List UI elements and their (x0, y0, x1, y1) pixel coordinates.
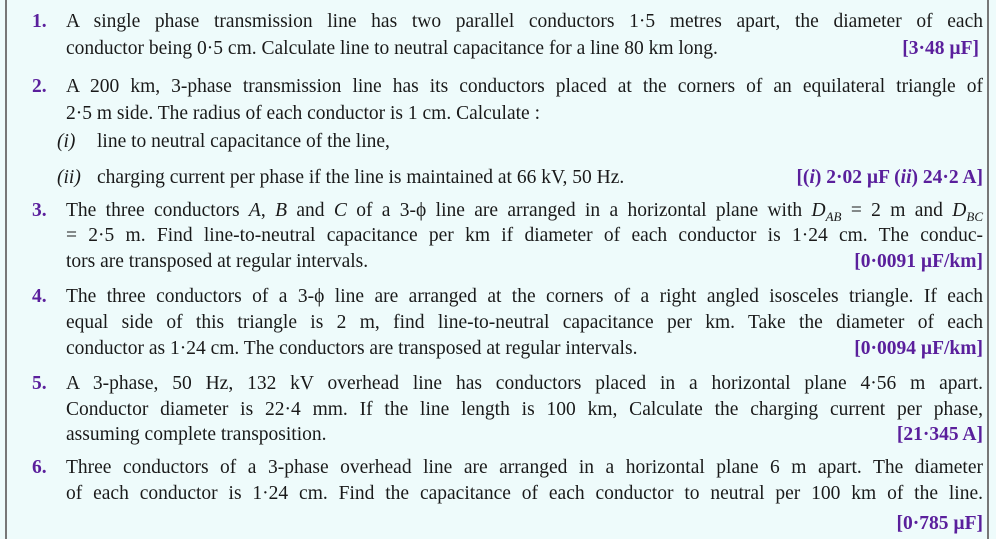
problem-text: Conductor diameter is 22·4 mm. If the line length is 100 km, Calculate the charging current per phase, (66, 399, 983, 420)
answer: [0·785 µF] (896, 513, 983, 534)
answer: [0·0094 µF/km] (854, 338, 983, 359)
problem-line (66, 37, 983, 61)
problem-text: 2·5 m side. The radius of each conductor is 1 cm. Calculate : (66, 103, 540, 124)
answer: [(i) 2·02 µF (ii) 24·2 A] (796, 167, 983, 188)
problem-number: 5. (32, 373, 47, 394)
problem-line (66, 512, 983, 536)
answer: [21·345 A] (896, 424, 983, 445)
problem-text: conductor as 1·24 cm. The conductors are transposed at regular intervals. (66, 338, 638, 359)
sub-question (57, 130, 974, 154)
problem-text: conductor being 0·5 cm. Calculate line to neutral capacitance for a line 80 km long. (66, 38, 718, 59)
problem-text: The three conductors of a 3-ϕ line are arranged at the corners of a right angled isosceles triangle. If each (66, 286, 983, 307)
problem-number: 3. (32, 200, 47, 221)
problem-number: 6. (32, 457, 47, 478)
answer: [0·0091 µF/km] (854, 251, 983, 272)
sub-label: (i) (57, 131, 76, 152)
problem-line (66, 337, 983, 361)
problem-number: 4. (32, 286, 47, 307)
problem-text: = 2·5 m. Find line-to-neutral capacitance per km if diameter of each conductor is 1·24 cm. The conduc- (66, 225, 983, 246)
problem-text: Three conductors of a 3-phase overhead line are arranged in a horizontal plane 6 m apart. The diameter (66, 457, 983, 478)
problem-text: The three conductors A, B and C of a 3-ϕ line are arranged in a horizontal plane with $D_{AB} = 2$ m and $D_{BC}$ (66, 200, 984, 224)
sub-text: line to neutral capacitance of the line, (97, 131, 390, 152)
problem-text: tors are transposed at regular intervals. (66, 251, 369, 272)
problem-number: 1. (32, 11, 47, 32)
problem-text: A single phase transmission line has two parallel conductors 1·5 metres apart, the diameter of each (66, 11, 983, 32)
problem-line (66, 423, 983, 447)
sub-question (57, 166, 983, 190)
problem-text: assuming complete transposition. (66, 424, 327, 445)
sub-label: (ii) (57, 167, 81, 188)
problem-text: of each conductor is 1·24 cm. Find the capacitance of each conductor to neutral per 100 km of the line. (66, 483, 983, 504)
problem-text: equal side of this triangle is 2 m, find line-to-neutral capacitance per km. Take the diameter of each (66, 312, 983, 333)
problem-number: 2. (32, 76, 47, 97)
answer: [3·48 µF] (902, 38, 979, 59)
problem-text: A 200 km, 3-phase transmission line has its conductors placed at the corners of an equilateral triangle of (66, 76, 983, 97)
problem-text: A 3-phase, 50 Hz, 132 kV overhead line has conductors placed in a horizontal plane 4·56 m apart. (66, 373, 983, 394)
problem-line (66, 250, 983, 274)
sub-text: charging current per phase if the line is maintained at 66 kV, 50 Hz. (97, 167, 625, 188)
